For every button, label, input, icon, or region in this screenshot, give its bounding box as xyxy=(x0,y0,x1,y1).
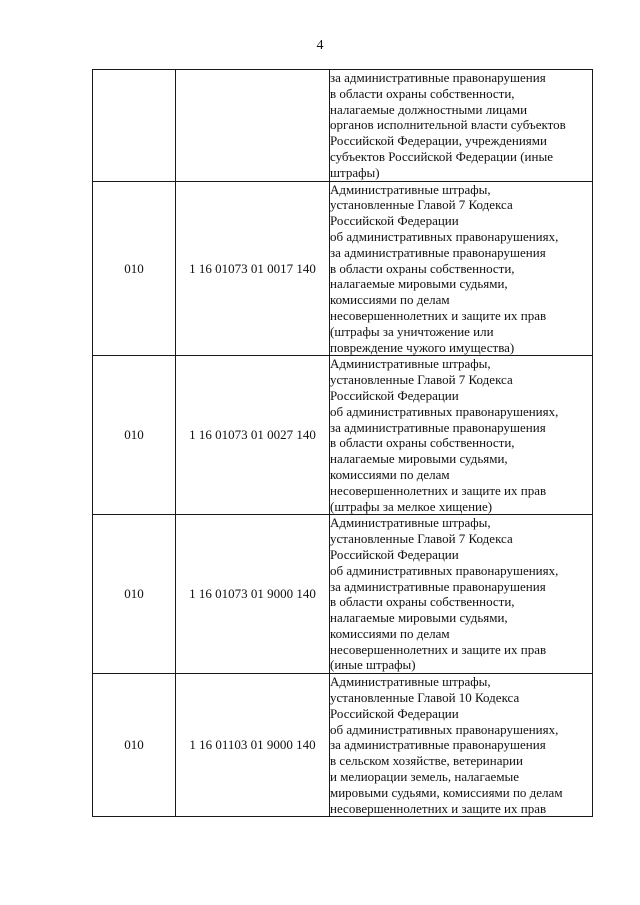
description-line: мировыми судьями, комиссиями по делам xyxy=(330,784,563,800)
table-row xyxy=(93,70,593,182)
description-line: в области охраны собственности, xyxy=(330,435,515,451)
description-line: в области охраны собственности, xyxy=(330,85,515,101)
page-number: 4 xyxy=(316,38,324,53)
admin-code-cell: 010 xyxy=(93,181,176,356)
description-line: повреждение чужого имущества) xyxy=(330,339,515,355)
table-row xyxy=(93,515,593,674)
description-line: об административных правонарушениях, xyxy=(330,721,559,737)
description-line: налагаемые мировыми судьями, xyxy=(330,276,508,292)
table-row xyxy=(93,356,593,515)
description-line: налагаемые мировыми судьями, xyxy=(330,451,508,467)
description-line: комиссиями по делам xyxy=(330,292,450,308)
description-line: комиссиями по делам xyxy=(330,625,450,641)
description-line: комиссиями по делам xyxy=(330,466,450,482)
table-row xyxy=(93,181,593,356)
description-line: налагаемые мировыми судьями, xyxy=(330,610,508,626)
description-line: (иные штрафы) xyxy=(330,657,416,673)
description-line: установленные Главой 7 Кодекса xyxy=(330,197,513,213)
description-line: Административные штрафы, xyxy=(330,356,491,372)
description-line: установленные Главой 7 Кодекса xyxy=(330,372,513,388)
description-line: Российской Федерации xyxy=(330,546,459,562)
description-line: установленные Главой 7 Кодекса xyxy=(330,531,513,547)
description-line: Административные штрафы, xyxy=(330,515,491,531)
description-line: и мелиорации земель, налагаемые xyxy=(330,769,520,785)
budget-codes-table xyxy=(92,69,593,817)
description-line: в сельском хозяйстве, ветеринарии xyxy=(330,753,523,769)
admin-code-cell: 010 xyxy=(93,356,176,515)
description-line: субъектов Российской Федерации (иные xyxy=(330,148,553,164)
description-line: за административные правонарушения xyxy=(330,737,546,753)
description-cell xyxy=(330,356,593,515)
description-line: за административные правонарушения xyxy=(330,244,546,260)
description-cell xyxy=(330,674,593,817)
description-line: об административных правонарушениях, xyxy=(330,562,559,578)
description-line: (штрафы за уничтожение или xyxy=(330,323,494,339)
description-line: Российской Федерации xyxy=(330,213,459,229)
description-line: об административных правонарушениях, xyxy=(330,228,559,244)
description-line: установленные Главой 10 Кодекса xyxy=(330,690,520,706)
description-line: Административные штрафы, xyxy=(330,674,491,690)
admin-code-cell: 010 xyxy=(93,674,176,817)
description-line: за административные правонарушения xyxy=(330,70,546,85)
description-line: об административных правонарушениях, xyxy=(330,403,559,419)
description-line: штрафы) xyxy=(330,164,380,180)
description-line: Административные штрафы, xyxy=(330,181,491,197)
description-line: несовершеннолетних и защите их прав xyxy=(330,307,547,323)
table-row xyxy=(93,674,593,817)
description-line: за административные правонарушения xyxy=(330,419,546,435)
description-line: органов исполнительной власти субъектов xyxy=(330,117,566,133)
description-line: Российской Федерации, учреждениями xyxy=(330,133,547,149)
description-line: в области охраны собственности, xyxy=(330,260,515,276)
kbk-code-cell: 1 16 01073 01 0027 140 xyxy=(176,356,330,515)
description-line: за административные правонарушения xyxy=(330,578,546,594)
description-line: Российской Федерации xyxy=(330,705,459,721)
description-line: налагаемые должностными лицами xyxy=(330,101,528,117)
description-cell xyxy=(330,70,593,182)
description-line: несовершеннолетних и защите их прав xyxy=(330,641,547,657)
kbk-code-cell xyxy=(176,70,330,182)
description-line: Российской Федерации xyxy=(330,387,459,403)
description-line: несовершеннолетних и защите их прав xyxy=(330,482,547,498)
description-line: несовершеннолетних и защите их прав xyxy=(330,800,547,816)
description-line: (штрафы за мелкое хищение) xyxy=(330,498,493,514)
description-line: в области охраны собственности, xyxy=(330,594,515,610)
kbk-code-cell: 1 16 01073 01 9000 140 xyxy=(176,515,330,674)
description-cell xyxy=(330,515,593,674)
kbk-code-cell: 1 16 01103 01 9000 140 xyxy=(176,674,330,817)
kbk-code-cell: 1 16 01073 01 0017 140 xyxy=(176,181,330,356)
admin-code-cell xyxy=(93,70,176,182)
description-cell xyxy=(330,181,593,356)
admin-code-cell: 010 xyxy=(93,515,176,674)
